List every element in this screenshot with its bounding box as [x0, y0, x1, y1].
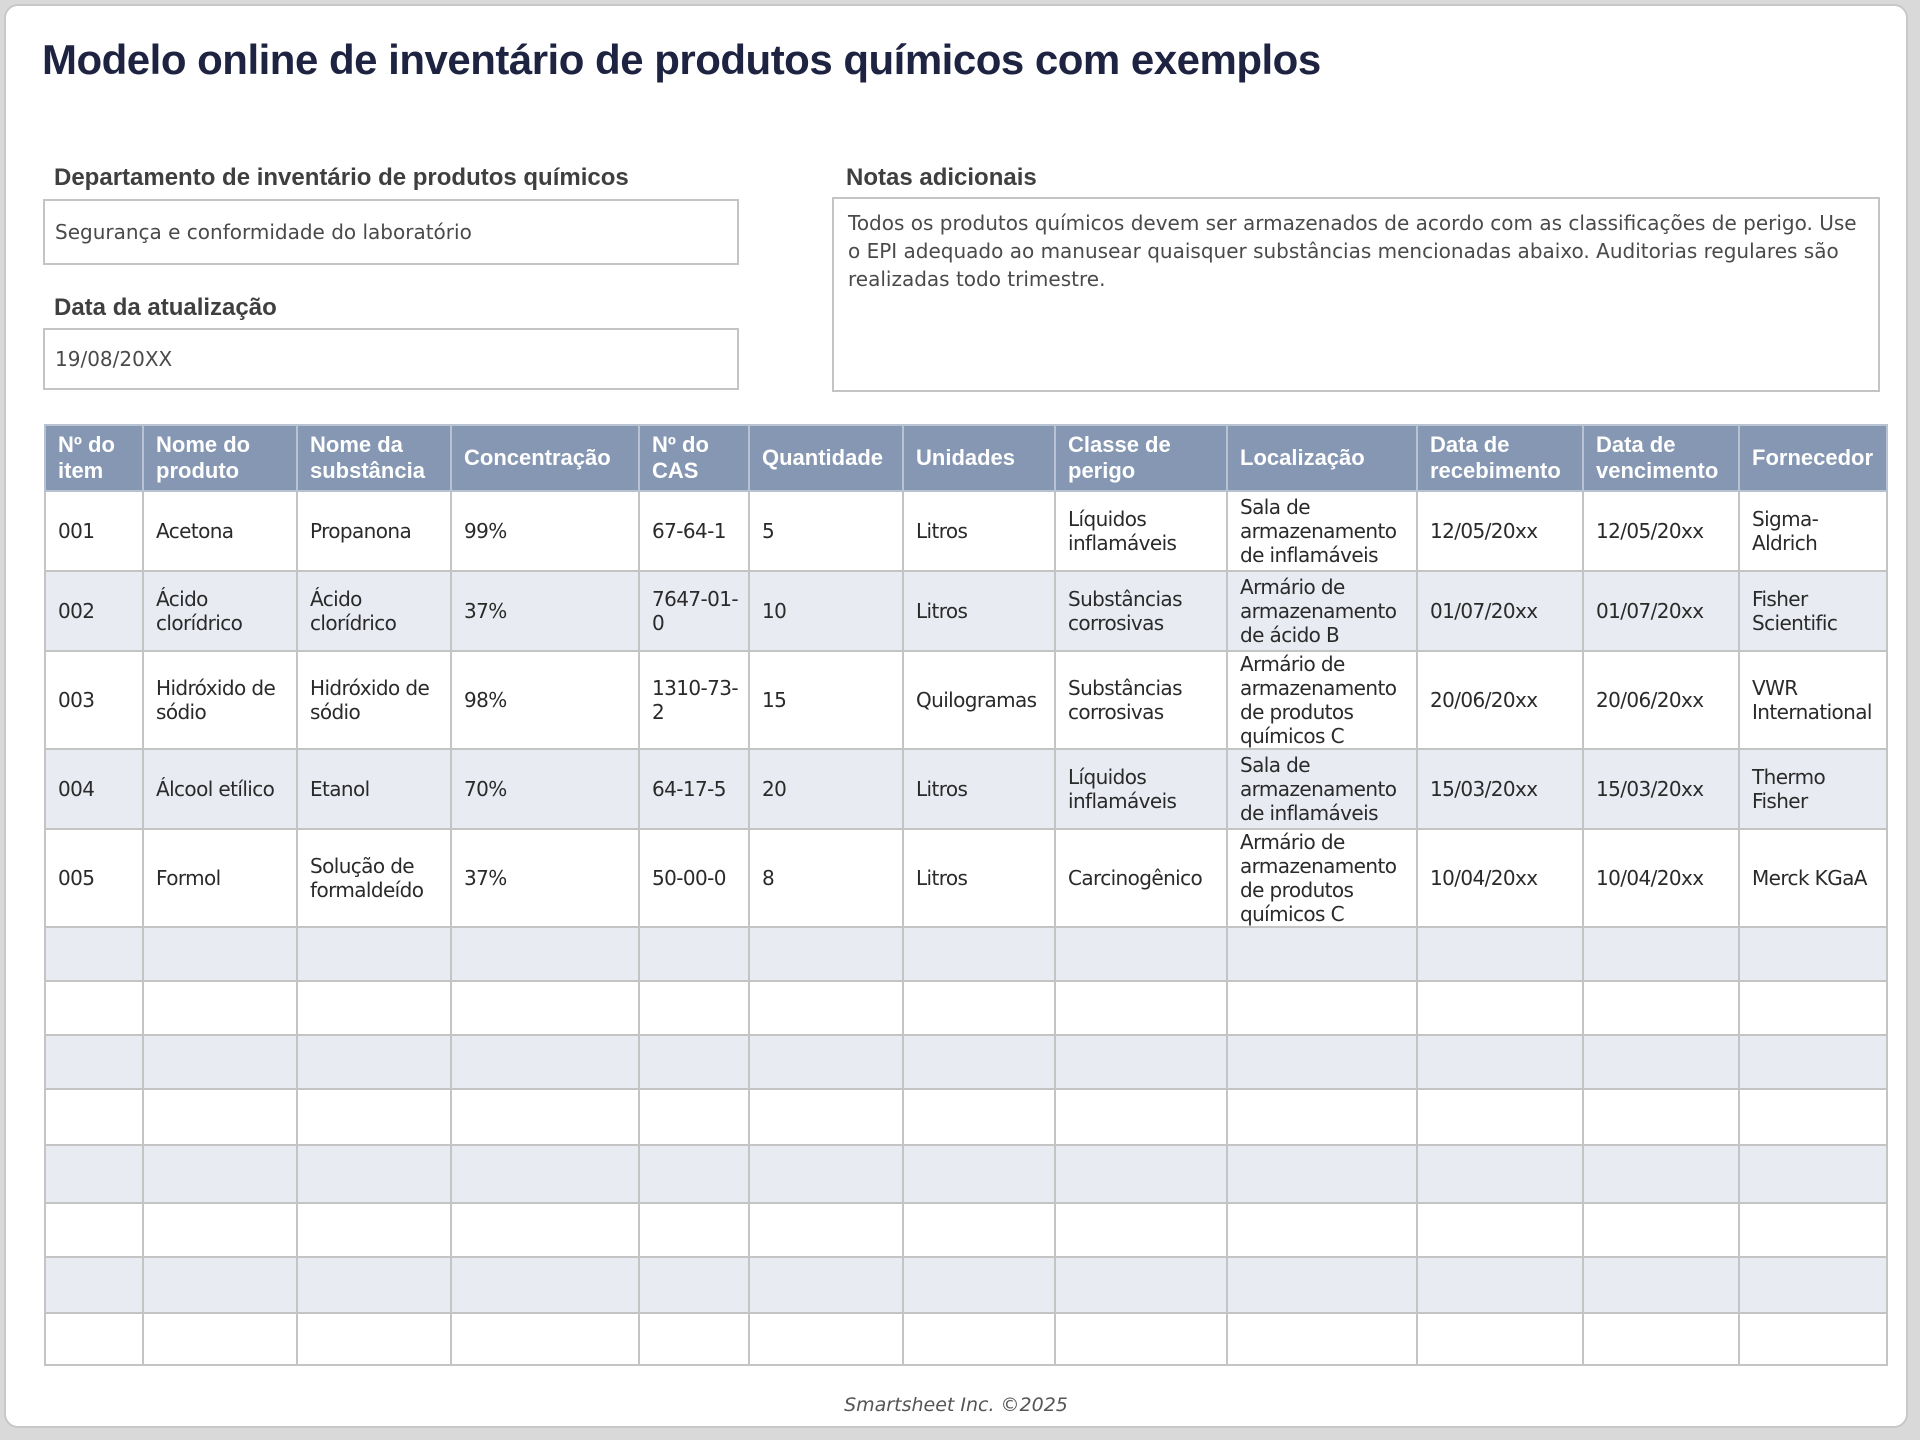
table-cell[interactable]: Sala de armazenamento de inflamáveis: [1227, 491, 1417, 571]
table-cell[interactable]: [1417, 1313, 1583, 1365]
column-header[interactable]: Unidades: [903, 425, 1055, 491]
table-cell[interactable]: [297, 1313, 451, 1365]
table-cell[interactable]: Armário de armazenamento de ácido B: [1227, 571, 1417, 651]
table-cell[interactable]: 002: [45, 571, 143, 651]
table-cell[interactable]: [45, 1089, 143, 1145]
table-cell[interactable]: [1417, 1089, 1583, 1145]
table-cell[interactable]: [45, 927, 143, 981]
table-cell[interactable]: Litros: [903, 491, 1055, 571]
table-cell[interactable]: [451, 1035, 639, 1089]
table-cell[interactable]: 5: [749, 491, 903, 571]
table-cell[interactable]: [1739, 1203, 1887, 1257]
table-cell[interactable]: [639, 927, 749, 981]
table-cell[interactable]: [143, 927, 297, 981]
department-label: Departamento de inventário de produtos químicos: [54, 164, 629, 191]
table-cell[interactable]: [749, 1089, 903, 1145]
table-cell[interactable]: 8: [749, 829, 903, 927]
page-title: Modelo online de inventário de produtos químicos com exemplos: [42, 36, 1321, 83]
table-row: [45, 749, 1887, 829]
table-cell[interactable]: 7647-01-0: [639, 571, 749, 651]
table-cell[interactable]: Etanol: [297, 749, 451, 829]
table-cell[interactable]: Líquidos inflamáveis: [1055, 491, 1227, 571]
table-cell[interactable]: [1417, 1203, 1583, 1257]
table-cell[interactable]: [1739, 927, 1887, 981]
table-row: [45, 1203, 1887, 1257]
table-cell[interactable]: [1583, 1145, 1739, 1203]
table-cell[interactable]: 15/03/20xx: [1417, 749, 1583, 829]
table-cell[interactable]: Álcool etílico: [143, 749, 297, 829]
table-cell[interactable]: [451, 1145, 639, 1203]
table-cell[interactable]: [1417, 927, 1583, 981]
table-cell[interactable]: [749, 1203, 903, 1257]
table-cell[interactable]: [903, 927, 1055, 981]
table-cell[interactable]: [903, 1035, 1055, 1089]
column-header[interactable]: Localização: [1227, 425, 1417, 491]
table-cell[interactable]: [1583, 1257, 1739, 1313]
table-row: [45, 571, 1887, 651]
table-cell[interactable]: 20/06/20xx: [1417, 651, 1583, 749]
table-row: [45, 1313, 1887, 1365]
table-cell[interactable]: [1583, 927, 1739, 981]
table-cell[interactable]: Substâncias corrosivas: [1055, 571, 1227, 651]
table-cell[interactable]: [1227, 1089, 1417, 1145]
table-cell[interactable]: VWR International: [1739, 651, 1887, 749]
column-header[interactable]: Nome do produto: [143, 425, 297, 491]
table-cell[interactable]: [451, 1203, 639, 1257]
table-cell[interactable]: [639, 1035, 749, 1089]
table-cell[interactable]: [297, 1203, 451, 1257]
table-cell[interactable]: [1227, 981, 1417, 1035]
table-cell[interactable]: Ácido clorídrico: [143, 571, 297, 651]
table-cell[interactable]: Substâncias corrosivas: [1055, 651, 1227, 749]
table-cell[interactable]: 20/06/20xx: [1583, 651, 1739, 749]
table-cell[interactable]: [1055, 927, 1227, 981]
table-cell[interactable]: [297, 1145, 451, 1203]
table-cell[interactable]: [45, 1035, 143, 1089]
table-cell[interactable]: [297, 1089, 451, 1145]
table-cell[interactable]: [1417, 1145, 1583, 1203]
update-date-field[interactable]: [43, 328, 739, 390]
footer-credit: Smartsheet Inc. ©2025: [844, 1394, 1068, 1416]
table-cell[interactable]: 37%: [451, 829, 639, 927]
table-cell[interactable]: [1055, 1257, 1227, 1313]
table-cell[interactable]: 15/03/20xx: [1583, 749, 1739, 829]
table-cell[interactable]: [451, 981, 639, 1035]
update-date-label: Data da atualização: [54, 294, 277, 321]
table-cell[interactable]: [1417, 1035, 1583, 1089]
table-cell[interactable]: [903, 1203, 1055, 1257]
table-cell[interactable]: Carcinogênico: [1055, 829, 1227, 927]
table-cell[interactable]: Acetona: [143, 491, 297, 571]
table-cell[interactable]: 01/07/20xx: [1583, 571, 1739, 651]
table-cell[interactable]: [1055, 1089, 1227, 1145]
table-cell[interactable]: [1739, 1257, 1887, 1313]
table-cell[interactable]: [451, 927, 639, 981]
table-cell[interactable]: 12/05/20xx: [1583, 491, 1739, 571]
table-cell[interactable]: Líquidos inflamáveis: [1055, 749, 1227, 829]
table-cell[interactable]: [1227, 1145, 1417, 1203]
table-cell[interactable]: 004: [45, 749, 143, 829]
table-cell[interactable]: Hidróxido de sódio: [297, 651, 451, 749]
table-row: [45, 1089, 1887, 1145]
document-page: [4, 4, 1908, 1428]
table-cell[interactable]: [451, 1089, 639, 1145]
column-header[interactable]: Nº do item: [45, 425, 143, 491]
table-cell[interactable]: 99%: [451, 491, 639, 571]
table-row: [45, 1035, 1887, 1089]
table-cell[interactable]: Armário de armazenamento de produtos químicos C: [1227, 651, 1417, 749]
table-cell[interactable]: [903, 1145, 1055, 1203]
table-cell[interactable]: [45, 981, 143, 1035]
table-cell[interactable]: [1055, 1313, 1227, 1365]
table-cell[interactable]: Propanona: [297, 491, 451, 571]
column-header[interactable]: Nome da substância: [297, 425, 451, 491]
table-cell[interactable]: [1417, 1257, 1583, 1313]
table-cell[interactable]: [451, 1313, 639, 1365]
table-cell[interactable]: [451, 1257, 639, 1313]
table-cell[interactable]: [639, 981, 749, 1035]
column-header[interactable]: Fornecedor: [1739, 425, 1887, 491]
table-cell[interactable]: [1583, 1089, 1739, 1145]
table-cell[interactable]: 20: [749, 749, 903, 829]
column-header[interactable]: Data de recebimento: [1417, 425, 1583, 491]
notes-field[interactable]: Todos os produtos químicos devem ser armazenados de acordo com as classificações de perigo. Use o EPI adequado ao manusear quaisquer substâncias mencionadas abaixo. Auditorias regulares são realizadas todo trimestre.: [832, 197, 1880, 392]
column-header[interactable]: Nº do CAS: [639, 425, 749, 491]
table-cell[interactable]: [1227, 1203, 1417, 1257]
table-cell[interactable]: [1739, 981, 1887, 1035]
table-cell[interactable]: Thermo Fisher: [1739, 749, 1887, 829]
table-cell[interactable]: Litros: [903, 571, 1055, 651]
table-cell[interactable]: [45, 1313, 143, 1365]
table-cell[interactable]: [1739, 1145, 1887, 1203]
table-cell[interactable]: [639, 1257, 749, 1313]
table-cell[interactable]: 10: [749, 571, 903, 651]
column-header[interactable]: Concentração: [451, 425, 639, 491]
table-row: [45, 1257, 1887, 1313]
department-field[interactable]: [43, 199, 739, 265]
table-cell[interactable]: 98%: [451, 651, 639, 749]
table-cell[interactable]: Litros: [903, 749, 1055, 829]
table-cell[interactable]: [297, 927, 451, 981]
table-cell[interactable]: 64-17-5: [639, 749, 749, 829]
update-date-value: 19/08/20XX: [55, 347, 173, 371]
table-cell[interactable]: 15: [749, 651, 903, 749]
table-cell[interactable]: [143, 1089, 297, 1145]
table-cell[interactable]: Quilogramas: [903, 651, 1055, 749]
table-cell[interactable]: Fisher Scientific: [1739, 571, 1887, 651]
table-cell[interactable]: 01/07/20xx: [1417, 571, 1583, 651]
table-cell[interactable]: [749, 1257, 903, 1313]
table-cell[interactable]: [45, 1145, 143, 1203]
table-cell[interactable]: [639, 1145, 749, 1203]
table-cell[interactable]: [1739, 1313, 1887, 1365]
table-cell[interactable]: [1055, 981, 1227, 1035]
table-cell[interactable]: Solução de formaldeído: [297, 829, 451, 927]
table-cell[interactable]: [749, 1035, 903, 1089]
table-cell[interactable]: [1227, 1257, 1417, 1313]
table-cell[interactable]: Formol: [143, 829, 297, 927]
table-cell[interactable]: [1055, 1035, 1227, 1089]
table-header-row: [45, 425, 1887, 491]
table-cell[interactable]: Hidróxido de sódio: [143, 651, 297, 749]
table-cell[interactable]: [903, 1257, 1055, 1313]
table-cell[interactable]: Sala de armazenamento de inflamáveis: [1227, 749, 1417, 829]
table-row: [45, 1145, 1887, 1203]
inventory-table: [44, 424, 1888, 1366]
table-cell[interactable]: [749, 1145, 903, 1203]
table-cell[interactable]: [1739, 1089, 1887, 1145]
table-cell[interactable]: 50-00-0: [639, 829, 749, 927]
table-cell[interactable]: [1227, 1313, 1417, 1365]
table-cell[interactable]: 70%: [451, 749, 639, 829]
table-cell[interactable]: [1739, 1035, 1887, 1089]
table-cell[interactable]: [143, 1035, 297, 1089]
table-cell[interactable]: Litros: [903, 829, 1055, 927]
table-cell[interactable]: [297, 981, 451, 1035]
table-cell[interactable]: 001: [45, 491, 143, 571]
table-cell[interactable]: [1583, 981, 1739, 1035]
table-cell[interactable]: [1583, 1203, 1739, 1257]
table-cell[interactable]: Ácido clorídrico: [297, 571, 451, 651]
table-cell[interactable]: [749, 927, 903, 981]
table-cell[interactable]: [45, 1203, 143, 1257]
table-cell[interactable]: 12/05/20xx: [1417, 491, 1583, 571]
table-cell[interactable]: [639, 1313, 749, 1365]
table-cell[interactable]: [749, 981, 903, 1035]
table-cell[interactable]: [1583, 1035, 1739, 1089]
table-cell[interactable]: [639, 1089, 749, 1145]
department-value: Segurança e conformidade do laboratório: [55, 220, 472, 244]
table-cell[interactable]: [1417, 981, 1583, 1035]
table-cell[interactable]: 10/04/20xx: [1583, 829, 1739, 927]
table-cell[interactable]: [143, 1257, 297, 1313]
table-cell[interactable]: Sigma-Aldrich: [1739, 491, 1887, 571]
column-header[interactable]: Classe de perigo: [1055, 425, 1227, 491]
table-row: [45, 927, 1887, 981]
table-row: [45, 651, 1887, 749]
column-header[interactable]: Data de vencimento: [1583, 425, 1739, 491]
table-cell[interactable]: 67-64-1: [639, 491, 749, 571]
notes-label: Notas adicionais: [846, 164, 1037, 191]
table-cell[interactable]: 10/04/20xx: [1417, 829, 1583, 927]
table-cell[interactable]: [1055, 1203, 1227, 1257]
table-cell[interactable]: Armário de armazenamento de produtos químicos C: [1227, 829, 1417, 927]
table-cell[interactable]: 005: [45, 829, 143, 927]
table-row: [45, 491, 1887, 571]
table-cell[interactable]: [143, 1203, 297, 1257]
table-cell[interactable]: [143, 981, 297, 1035]
table-cell[interactable]: [903, 1089, 1055, 1145]
table-cell[interactable]: [903, 981, 1055, 1035]
table-cell[interactable]: [45, 1257, 143, 1313]
table-cell[interactable]: [1583, 1313, 1739, 1365]
table-cell[interactable]: [749, 1313, 903, 1365]
table-cell[interactable]: [639, 1203, 749, 1257]
table-cell[interactable]: [297, 1035, 451, 1089]
table-cell[interactable]: [1227, 1035, 1417, 1089]
table-cell[interactable]: 37%: [451, 571, 639, 651]
table-row: [45, 829, 1887, 927]
table-cell[interactable]: [143, 1313, 297, 1365]
table-cell[interactable]: [143, 1145, 297, 1203]
table-cell[interactable]: 003: [45, 651, 143, 749]
table-cell[interactable]: 1310-73-2: [639, 651, 749, 749]
table-row: [45, 981, 1887, 1035]
table-cell[interactable]: Merck KGaA: [1739, 829, 1887, 927]
table-cell[interactable]: [903, 1313, 1055, 1365]
table-cell[interactable]: [1227, 927, 1417, 981]
table-cell[interactable]: [297, 1257, 451, 1313]
table-cell[interactable]: [1055, 1145, 1227, 1203]
column-header[interactable]: Quantidade: [749, 425, 903, 491]
